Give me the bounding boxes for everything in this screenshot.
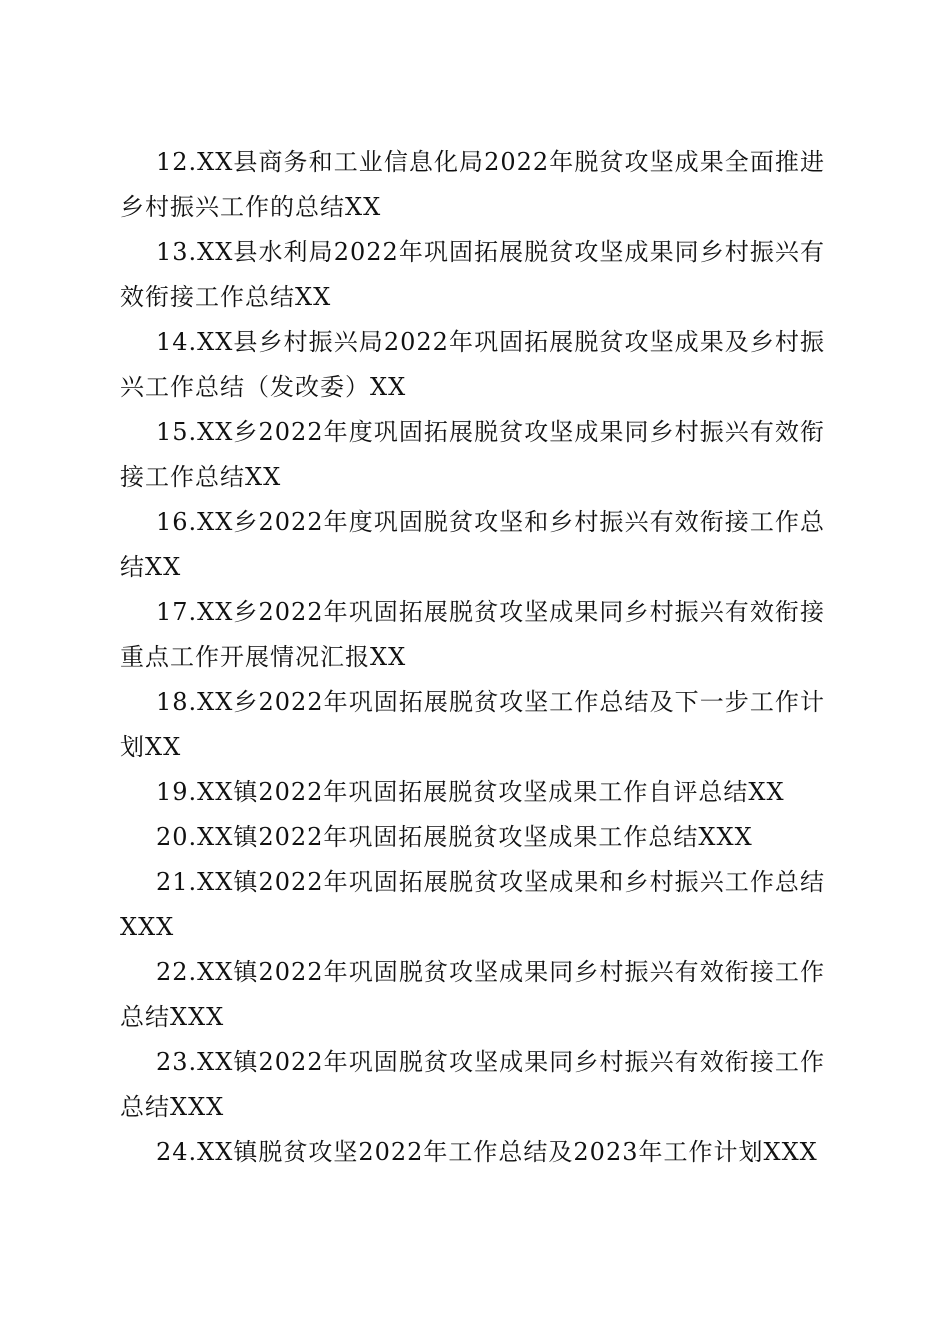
- list-item-13: 13.XX县水利局2022年巩固拓展脱贫攻坚成果同乡村振兴有效衔接工作总结XX: [120, 238, 825, 311]
- list-item-12: 12.XX县商务和工业信息化局2022年脱贫攻坚成果全面推进乡村振兴工作的总结XX: [120, 148, 825, 221]
- list-item-19: 19.XX镇2022年巩固拓展脱贫攻坚成果工作自评总结XX: [156, 778, 785, 806]
- list-item-24: 24.XX镇脱贫攻坚2022年工作总结及2023年工作计划XXX: [156, 1138, 818, 1166]
- list-item-16: 16.XX乡2022年度巩固脱贫攻坚和乡村振兴有效衔接工作总结XX: [120, 508, 825, 581]
- list-item-22: 22.XX镇2022年巩固脱贫攻坚成果同乡村振兴有效衔接工作总结XXX: [120, 958, 825, 1031]
- list-item-17: 17.XX乡2022年巩固拓展脱贫攻坚成果同乡村振兴有效衔接重点工作开展情况汇报XX: [120, 598, 825, 671]
- list-item-20: 20.XX镇2022年巩固拓展脱贫攻坚成果工作总结XXX: [156, 823, 753, 851]
- list-item-18: 18.XX乡2022年巩固拓展脱贫攻坚工作总结及下一步工作计划XX: [120, 688, 825, 761]
- list-item-23: 23.XX镇2022年巩固脱贫攻坚成果同乡村振兴有效衔接工作总结XXX: [120, 1048, 825, 1121]
- document-body: [120, 140, 825, 1175]
- list-item-21: 21.XX镇2022年巩固拓展脱贫攻坚成果和乡村振兴工作总结XXX: [120, 868, 825, 941]
- list-item-15: 15.XX乡2022年度巩固拓展脱贫攻坚成果同乡村振兴有效衔接工作总结XX: [120, 418, 825, 491]
- list-item-14: 14.XX县乡村振兴局2022年巩固拓展脱贫攻坚成果及乡村振兴工作总结（发改委）XX: [120, 328, 825, 401]
